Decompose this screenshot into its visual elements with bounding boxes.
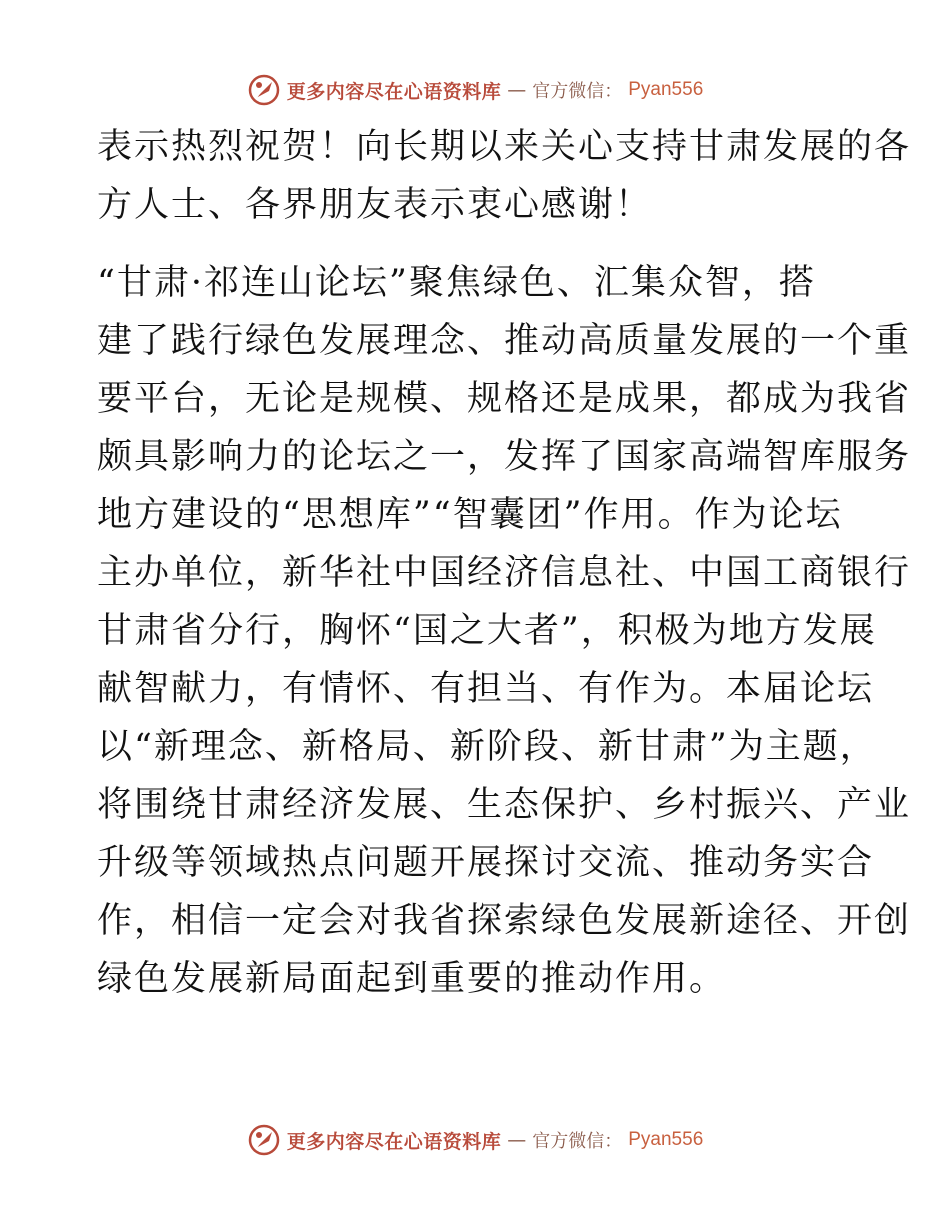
header-main-text: 更多内容尽在心语资料库 bbox=[286, 80, 502, 103]
paragraph-line: 绿色发展新局面起到重要的推动作用。 bbox=[97, 959, 727, 999]
paragraph-line: 要平台，无论是规模、规格还是成果，都成为我省 bbox=[97, 379, 912, 419]
header-wechat-id: Pyan556 bbox=[628, 79, 704, 100]
paragraph-line: 甘肃省分行，胸怀“国之大者”，积极为地方发展 bbox=[97, 611, 877, 651]
paragraph-line: “甘肃·祁连山论坛”聚焦绿色、汇集众智，搭 bbox=[97, 263, 816, 303]
feather-pen-logo-icon bbox=[247, 73, 281, 107]
paragraph-line: 以“新理念、新格局、新阶段、新甘肃”为主题， bbox=[97, 727, 877, 767]
header-separator: — bbox=[507, 79, 527, 101]
paragraph-line: 主办单位，新华社中国经济信息社、中国工商银行 bbox=[97, 553, 912, 593]
footer-main-text: 更多内容尽在心语资料库 bbox=[286, 1130, 502, 1153]
paragraph-line: 将围绕甘肃经济发展、生态保护、乡村振兴、产业 bbox=[97, 785, 912, 825]
header-wechat-label: 官方微信： bbox=[532, 81, 623, 102]
feather-pen-logo-icon bbox=[247, 1123, 281, 1157]
paragraph-line: 颇具影响力的论坛之一，发挥了国家高端智库服务 bbox=[97, 437, 912, 477]
paragraph-line: 献智献力，有情怀、有担当、有作为。本届论坛 bbox=[97, 669, 875, 709]
footer-wechat-id: Pyan556 bbox=[628, 1129, 704, 1150]
paragraph-line: 方人士、各界朋友表示衷心感谢！ bbox=[97, 185, 653, 225]
footer-wechat-label: 官方微信： bbox=[532, 1131, 623, 1152]
paragraph-line: 地方建设的“思想库”“智囊团”作用。作为论坛 bbox=[97, 495, 843, 535]
paragraph-gap bbox=[97, 234, 857, 254]
footer-separator: — bbox=[507, 1129, 527, 1151]
paragraph-line: 表示热烈祝贺！向长期以来关心支持甘肃发展的各 bbox=[97, 127, 912, 167]
paragraph-line: 升级等领域热点问题开展探讨交流、推动务实合 bbox=[97, 843, 875, 883]
paragraph-line: 建了践行绿色发展理念、推动高质量发展的一个重 bbox=[97, 321, 912, 361]
footer-banner bbox=[0, 1120, 950, 1160]
document-body bbox=[97, 118, 912, 1008]
header-banner bbox=[0, 70, 950, 110]
paragraph-line: 作，相信一定会对我省探索绿色发展新途径、开创 bbox=[97, 901, 912, 941]
